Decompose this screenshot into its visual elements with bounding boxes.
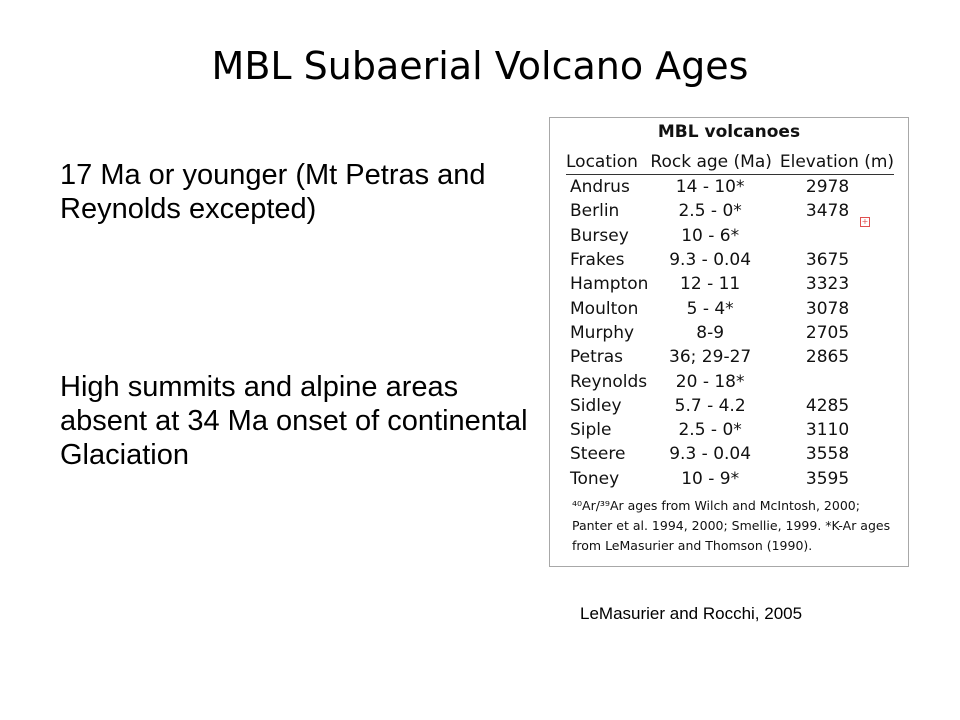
cell-rock-age: 5 - 4* [686,298,734,319]
cell-location: Bursey [570,225,629,246]
cell-elevation: 3323 [805,274,850,295]
plus-mark-icon: + [861,217,869,226]
cell-location: Petras [570,347,624,368]
cell-location: Siple [570,420,612,441]
cell-location: Steere [570,444,626,465]
cell-elevation: 2978 [805,177,850,198]
cell-location: Hampton [570,274,649,295]
table-row [566,224,894,248]
cell-elevation: 3078 [805,298,850,319]
cell-elevation [772,369,894,393]
table-row [566,248,894,272]
cell-rock-age: 14 - 10* [675,177,745,198]
table-footnote: ⁴⁰Ar/³⁹Ar ages from Wilch and McIntosh, 2000; Panter et al. 1994, 2000; Smellie, 1999. *K-Ar ages from LeMasurier and Thomson (1990). [572,498,891,553]
table-row [566,394,894,418]
cell-rock-age: 20 - 18* [675,371,745,392]
cell-location: Murphy [570,322,635,343]
table-header-row [566,150,894,175]
cell-location: Andrus [570,177,630,198]
table-row [566,175,894,200]
cell-rock-age: 5.7 - 4.2 [674,395,746,416]
header-elevation: Elevation (m) [772,150,894,175]
body-text-age: 17 Ma or younger (Mt Petras and Reynolds excepted) [60,159,486,225]
cell-location: Moulton [570,298,639,319]
cell-elevation: 4285 [805,395,850,416]
volcano-table [566,150,894,491]
cell-location: Sidley [570,395,622,416]
table-row [566,369,894,393]
table-row [566,272,894,296]
cell-elevation: 3478 [805,201,850,222]
cell-rock-age: 9.3 - 0.04 [669,250,752,271]
cell-location: Berlin [570,201,620,222]
header-location: Location [566,150,648,175]
citation: LeMasurier and Rocchi, 2005 [580,604,803,623]
table-row [566,345,894,369]
cell-rock-age: 9.3 - 0.04 [669,444,752,465]
cell-location: Frakes [570,250,625,271]
cell-rock-age: 10 - 6* [681,225,740,246]
cell-location: Reynolds [570,371,648,392]
volcano-table-image [549,117,909,567]
slide-title: MBL Subaerial Volcano Ages [211,44,749,88]
body-text-summits: High summits and alpine areas absent at 34 Ma onset of continental Glaciation [60,371,528,471]
table-row [566,467,894,491]
cell-rock-age: 2.5 - 0* [678,201,742,222]
cell-rock-age: 10 - 9* [681,468,740,489]
cell-rock-age: 36; 29-27 [669,347,752,368]
table-row [566,418,894,442]
cell-elevation: 3675 [805,250,850,271]
table-row [566,296,894,320]
cell-elevation: 3595 [805,468,850,489]
table-row [566,199,894,223]
table-row [566,442,894,466]
table-row [566,321,894,345]
cell-location: Toney [570,468,620,489]
cell-elevation: 2705 [805,322,850,343]
cell-rock-age: 12 - 11 [680,274,741,295]
cell-elevation: 3110 [805,420,850,441]
cell-rock-age: 8-9 [696,322,725,343]
cell-rock-age: 2.5 - 0* [678,420,742,441]
header-rock-age: Rock age (Ma) [648,150,771,175]
cell-elevation: 2865 [805,347,850,368]
cell-elevation: 3558 [805,444,850,465]
cell-elevation [772,224,894,248]
table-title: MBL volcanoes [657,122,801,142]
